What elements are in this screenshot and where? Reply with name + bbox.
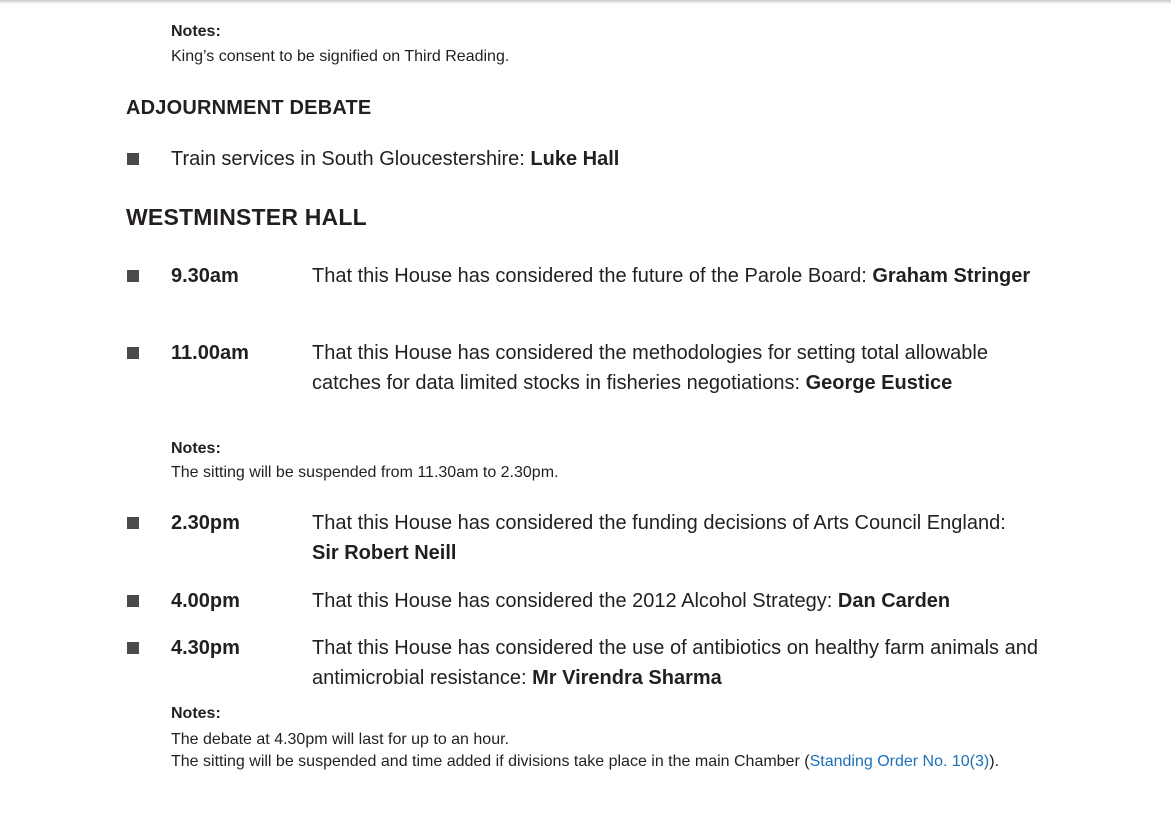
item-time: 4.00pm [171,590,240,612]
standing-order-link[interactable]: Standing Order No. 10(3) [809,753,990,770]
notes-text-line-2 [171,751,1071,773]
item-time: 9.30am [171,265,239,287]
section-heading-adjournment: ADJOURNMENT DEBATE [126,97,372,119]
debate-subject: That this House has considered the future of the Parole Board: [312,265,873,287]
notes-label: Notes: [171,705,221,722]
member-name: Dan Carden [837,590,951,612]
item-time: 4.30pm [171,637,240,659]
member-name: George Eustice [805,372,953,394]
debate-subject: That this House has considered the 2012 Alcohol Strategy: [312,590,838,612]
bullet-icon [127,517,139,529]
adjournment-item [171,144,619,174]
debate-item [312,586,1072,616]
section-heading-westminster-hall: WESTMINSTER HALL [126,204,367,230]
member-name: Luke Hall [530,148,620,170]
member-name: Graham Stringer [872,265,1031,287]
page-top-edge [0,0,1171,4]
notes-text-segment: ). [989,753,1000,770]
debate-item [312,338,1052,398]
notes-text: King’s consent to be signified on Third Reading. [171,48,510,65]
item-time: 2.30pm [171,512,240,534]
debate-item [312,261,1052,291]
notes-label: Notes: [171,23,221,40]
bullet-icon [127,153,139,165]
debate-subject: That this House has considered the funding decisions of Arts Council England: [312,512,1006,534]
notes-text: The sitting will be suspended from 11.30am to 2.30pm. [171,464,559,481]
debate-item [312,633,1042,693]
member-name: Sir Robert Neill [312,542,457,564]
notes-text-line-1: The debate at 4.30pm will last for up to an hour. [171,731,509,748]
bullet-icon [127,642,139,654]
bullet-icon [127,595,139,607]
bullet-icon [127,347,139,359]
member-name: Mr Virendra Sharma [532,667,722,689]
item-time: 11.00am [171,342,249,364]
debate-subject: Train services in South Gloucestershire: [171,148,531,170]
debate-subject: That this House has considered the methodologies for setting total allowable catches for data limited stocks in fisheries negotiations: [312,342,988,394]
debate-item [312,508,1032,568]
bullet-icon [127,270,139,282]
notes-text-segment: The sitting will be suspended and time added if divisions take place in the main Chamber ( [171,753,810,770]
notes-label: Notes: [171,440,221,457]
debate-subject: That this House has considered the use of antibiotics on healthy farm animals and antimicrobial resistance: [312,637,1038,689]
